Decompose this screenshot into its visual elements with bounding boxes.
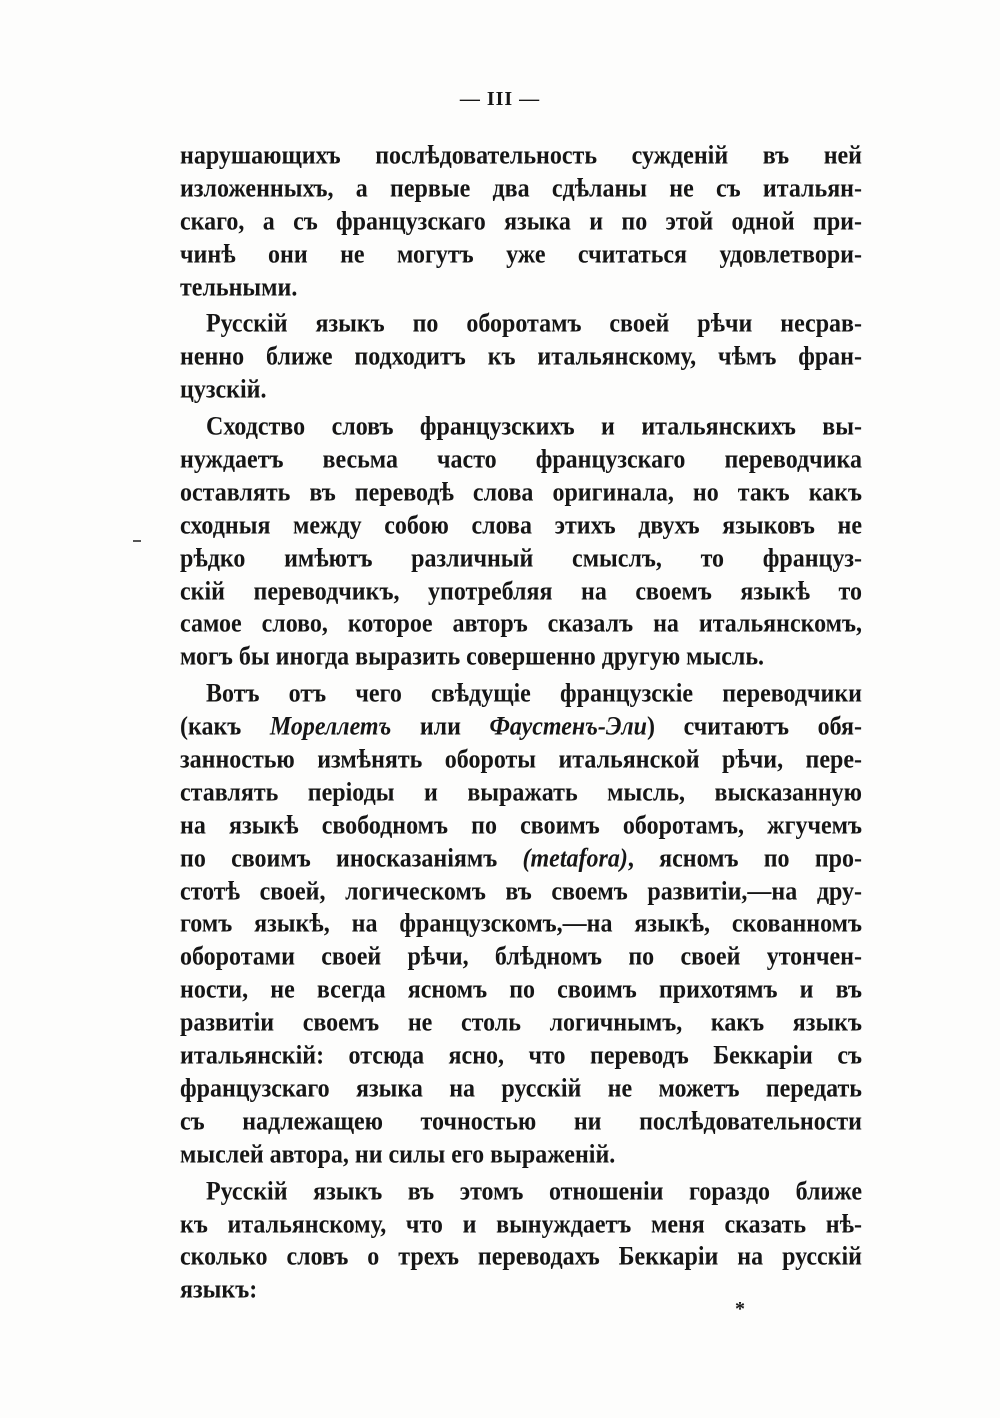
text-line: ности, не всегда ясномъ по своимъ прихотямъ и въ [180,976,862,1005]
text-line: занностью измѣнять обороты итальянской рѣчи, пере- [180,745,862,775]
text-line: рѣдко имѣютъ различный смыслъ, то француз- [180,544,862,573]
paragraph [180,1176,862,1308]
signature-mark: * [735,1298,745,1320]
text-line: французскаго языка на русскій не можетъ передать [180,1074,862,1103]
text-segment: или [391,713,490,742]
paragraph [180,140,862,304]
text-line: Вотъ отъ чего свѣдущіе французскіе переводчики [206,680,862,709]
text-line: скій переводчикъ, употребляя на своемъ языкѣ то [180,577,862,606]
text-line [180,841,862,877]
paragraph [180,678,862,1171]
page-number: — III — [459,88,541,110]
text-line: съ надлежащею точностью ни послѣдовательности [180,1107,862,1136]
text-line: чинѣ они не могутъ уже считаться удовлетвори- [180,240,862,269]
body-text [180,140,862,1311]
text-segment: ) считаютъ обя- [647,713,862,742]
text-line: сходныя между собою слова этихъ двухъ языковъ не [180,511,862,540]
text-line: могъ бы иногда выразить совершенно другую мысль. [180,643,765,672]
text-segment: , ясномъ по про- [627,844,862,873]
paragraph [180,411,862,674]
text-line: нуждаетъ весьма часто французскаго переводчика [180,445,862,475]
text-line: на языкѣ свободномъ по своимъ оборотамъ, жгучемъ [180,811,862,840]
text-line: ненно ближе подходитъ къ итальянскому, чѣмъ фран- [180,343,862,372]
text-segment: по своимъ иносказаніямъ [180,844,523,873]
text-line: самое слово, которое авторъ сказалъ на итальянскомъ, [180,610,862,639]
text-line: оборотами своей рѣчи, блѣдномъ по своей утончен- [180,943,862,972]
text-line: скаго, а съ французскаго языка и по этой одной при- [180,207,862,236]
text-line: развитіи своемъ не столь логичнымъ, какъ языкъ [180,1009,862,1038]
text-line: сколько словъ о трехъ переводахъ Беккаріи на русскій [180,1243,862,1272]
italic-name: Мореллетъ [269,713,392,742]
text-line: Русскій языкъ по оборотамъ своей рѣчи несрав- [206,310,862,339]
margin-mark [133,540,141,542]
text-line: Русскій языкъ въ этомъ отношеніи гораздо ближе [206,1177,862,1206]
text-line: изложенныхъ, а первые два сдѣланы не съ итальян- [180,174,862,203]
text-line: Сходство словъ французскихъ и итальянскихъ вы- [206,413,862,442]
text-line: языкъ: [180,1276,258,1305]
text-line: стотѣ своей, логическомъ въ своемъ развитіи,—на дру- [180,877,862,906]
text-line [180,710,862,746]
text-line: нарушающихъ послѣдовательность сужденій въ ней [180,141,862,171]
text-line: ставлять періоды и выражать мысль, высказанную [180,778,862,807]
text-line: цузскій. [180,376,267,405]
text-line: итальянскій: отсюда ясно, что переводъ Беккаріи съ [180,1041,862,1071]
text-line: мыслей автора, ни силы его выраженій. [180,1140,616,1169]
text-segment: (какъ [180,713,270,742]
text-line: тельными. [180,273,298,302]
paragraph [180,308,862,407]
italic-name: (metafora) [522,844,628,873]
text-line: оставлять въ переводѣ слова оригинала, но такъ какъ [180,478,862,507]
text-line: гомъ языкѣ, на французскомъ,—на языкѣ, скованномъ [180,910,862,939]
text-line: къ итальянскому, что и вынуждаетъ меня сказать нѣ- [180,1210,862,1239]
italic-name: Фаустенъ-Эли [489,713,648,742]
